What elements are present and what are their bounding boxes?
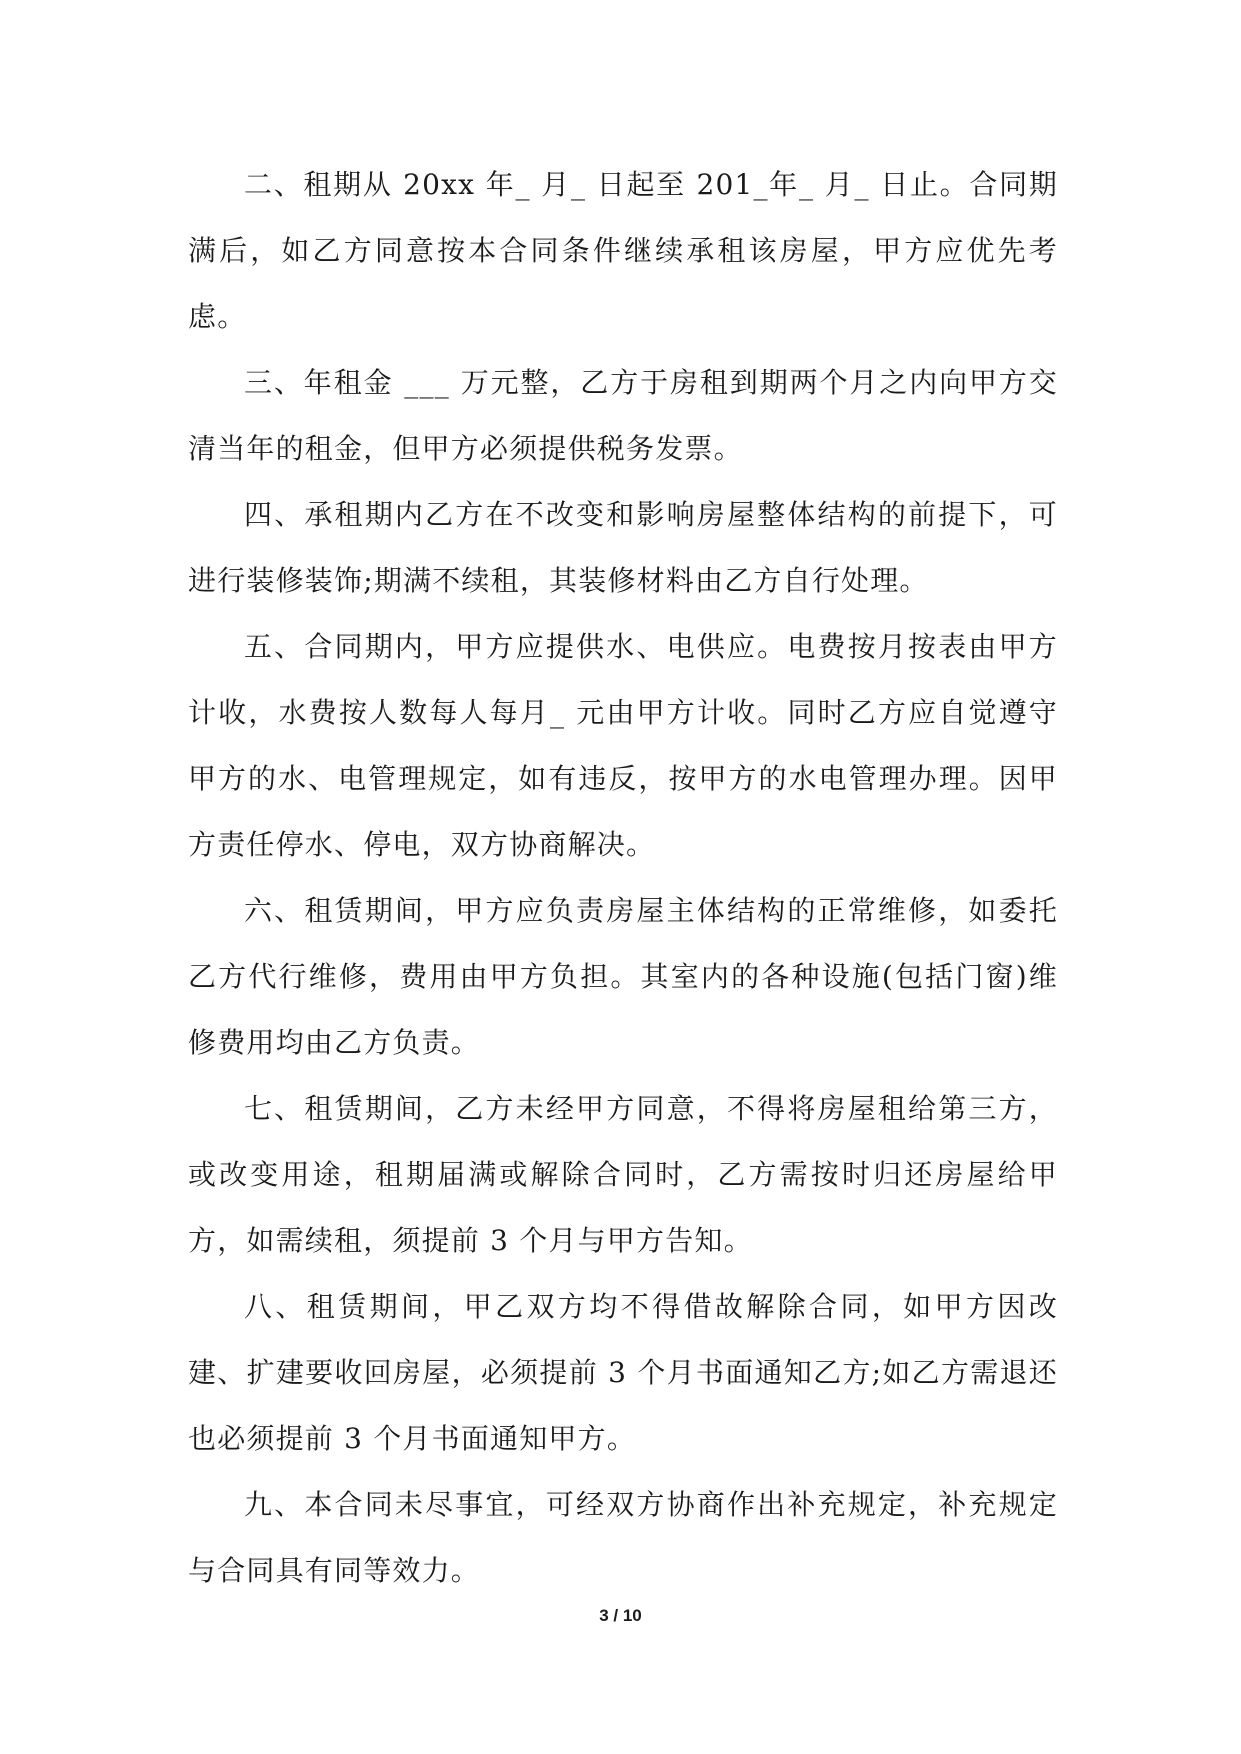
clause-3: 三、年租金 ___ 万元整，乙方于房租到期两个月之内向甲方交清当年的租金，但甲方必须提供税务发票。 <box>188 366 1058 465</box>
clause-7: 七、租赁期间，乙方未经甲方同意，不得将房屋租给第三方，或改变用途，租期届满或解除合同时，乙方需按时归还房屋给甲方，如需续租，须提前 3 个月与甲方告知。 <box>188 1092 1058 1257</box>
clause-8: 八、租赁期间，甲乙双方均不得借故解除合同，如甲方因改建、扩建要收回房屋，必须提前 3 个月书面通知乙方;如乙方需退还也必须提前 3 个月书面通知甲方。 <box>188 1290 1058 1455</box>
document-body <box>188 152 1058 1604</box>
page-number: 3 / 10 <box>599 1606 642 1625</box>
clause-5: 五、合同期内，甲方应提供水、电供应。电费按月按表由甲方计收，水费按人数每人每月_ 元由甲方计收。同时乙方应自觉遵守甲方的水、电管理规定，如有违反，按甲方的水电管理办理。因甲方责任停水、停电，双方协商解决。 <box>188 630 1058 861</box>
clause-2: 二、租期从 20xx 年_ 月_ 日起至 201_年_ 月_ 日止。合同期满后，如乙方同意按本合同条件继续承租该房屋，甲方应优先考虑。 <box>188 168 1058 333</box>
clause-9: 九、本合同未尽事宜，可经双方协商作出补充规定，补充规定与合同具有同等效力。 <box>188 1488 1058 1587</box>
clause-4: 四、承租期内乙方在不改变和影响房屋整体结构的前提下，可进行装修装饰;期满不续租，其装修材料由乙方自行处理。 <box>188 498 1058 597</box>
clause-6: 六、租赁期间，甲方应负责房屋主体结构的正常维修，如委托乙方代行维修，费用由甲方负担。其室内的各种设施(包括门窗)维修费用均由乙方负责。 <box>188 894 1058 1059</box>
